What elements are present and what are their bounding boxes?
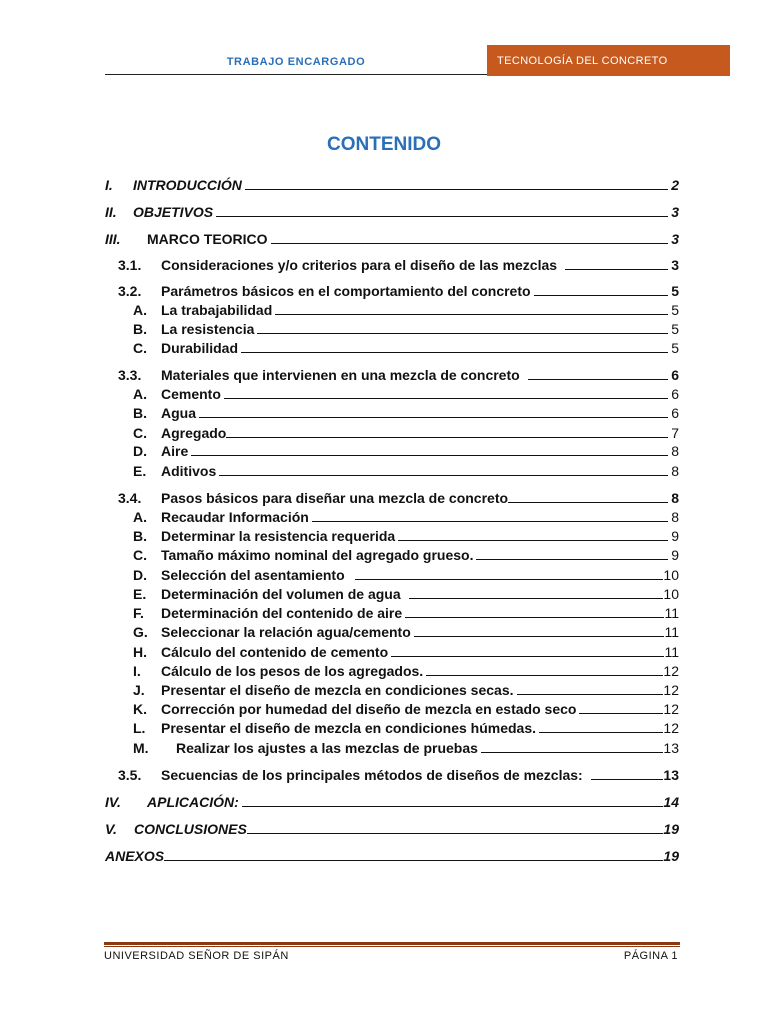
toc-leader bbox=[216, 216, 668, 217]
toc-entry-page: 3 bbox=[671, 231, 679, 247]
toc-entry-label: Cálculo del contenido de cemento bbox=[161, 644, 389, 660]
toc-entry-label: Cálculo de los pesos de los agregados. bbox=[161, 663, 424, 679]
toc-leader bbox=[391, 656, 664, 657]
toc-leader bbox=[591, 779, 664, 780]
toc-entry-label: Presentar el diseño de mezcla en condiciones húmedas. bbox=[161, 720, 537, 736]
toc-entry-page: 13 bbox=[663, 767, 679, 783]
toc-entry-label: APLICACIÓN: bbox=[147, 794, 239, 810]
toc-entry-page: 11 bbox=[664, 605, 679, 621]
toc-entry-page: 10 bbox=[663, 586, 679, 602]
toc-entry-number: M. bbox=[133, 740, 149, 756]
toc-entry-3-4-e[interactable] bbox=[133, 586, 679, 602]
toc-entry-page: 13 bbox=[663, 740, 679, 756]
toc-entry-page: 3 bbox=[671, 257, 679, 273]
toc-entry-3-4-l[interactable] bbox=[133, 720, 679, 736]
toc-leader bbox=[247, 833, 664, 834]
toc-entry-label: Parámetros básicos en el comportamiento del concreto bbox=[161, 283, 531, 299]
toc-entry-conclusiones[interactable] bbox=[105, 821, 679, 837]
toc-leader bbox=[242, 806, 664, 807]
toc-entry-3-2-c[interactable] bbox=[133, 340, 679, 356]
toc-entry-number: B. bbox=[133, 405, 147, 421]
toc-entry-page: 8 bbox=[671, 490, 679, 506]
toc-entry-label: Selección del asentamiento bbox=[161, 567, 345, 583]
toc-entry-page: 3 bbox=[671, 204, 679, 220]
toc-entry-label: Agua bbox=[161, 405, 196, 421]
toc-entry-3-5[interactable] bbox=[118, 767, 679, 783]
toc-leader bbox=[565, 269, 668, 270]
toc-entry-page: 2 bbox=[671, 177, 679, 193]
toc-entry-label: Determinar la resistencia requerida bbox=[161, 528, 396, 544]
toc-leader bbox=[219, 475, 668, 476]
toc-entry-number: 3.3. bbox=[118, 367, 142, 383]
toc-entry-3-4-k[interactable] bbox=[133, 701, 679, 717]
toc-entry-label: Cemento bbox=[161, 386, 221, 402]
toc-entry-number: G. bbox=[133, 624, 148, 640]
toc-leader bbox=[539, 732, 663, 733]
toc-entry-page: 6 bbox=[671, 386, 679, 402]
toc-entry-label: Materiales que intervienen en una mezcla de concreto bbox=[161, 367, 520, 383]
toc-entry-label: Realizar los ajustes a las mezclas de pruebas bbox=[176, 740, 478, 756]
toc-entry-number: 3.4. bbox=[118, 490, 142, 506]
toc-entry-number: V. bbox=[105, 821, 117, 837]
toc-entry-page: 11 bbox=[664, 624, 679, 640]
toc-entry-3-4-g[interactable] bbox=[133, 624, 679, 640]
toc-entry-page: 12 bbox=[663, 720, 679, 736]
toc-entry-label: Aire bbox=[161, 443, 189, 459]
toc-leader bbox=[508, 502, 668, 503]
toc-entry-page: 14 bbox=[663, 794, 679, 810]
toc-entry-3-4-d[interactable] bbox=[133, 567, 679, 583]
toc-entry-3-4-j[interactable] bbox=[133, 682, 679, 698]
toc-entry-number: B. bbox=[133, 528, 147, 544]
toc-entry-number: A. bbox=[133, 509, 147, 525]
page-title: CONTENIDO bbox=[327, 134, 441, 155]
toc-entry-page: 19 bbox=[663, 821, 679, 837]
toc-entry-page: 12 bbox=[663, 663, 679, 679]
toc-entry-label: Aditivos bbox=[161, 463, 217, 479]
toc-leader bbox=[398, 540, 668, 541]
toc-entry-label: Durabilidad bbox=[161, 340, 239, 356]
toc-entry-number: 3.1. bbox=[118, 257, 142, 273]
toc-entry-number: IV. bbox=[105, 794, 121, 810]
toc-entry-introduccion[interactable] bbox=[105, 177, 679, 193]
toc-entry-number: K. bbox=[133, 701, 147, 717]
toc-entry-label: Pasos básicos para diseñar una mezcla de concreto bbox=[161, 490, 509, 506]
toc-entry-number: F. bbox=[133, 605, 144, 621]
toc-entry-page: 10 bbox=[663, 567, 679, 583]
toc-entry-3-4-b[interactable] bbox=[133, 528, 679, 544]
toc-entry-page: 8 bbox=[671, 509, 679, 525]
toc-leader bbox=[517, 694, 664, 695]
footer-university: UNIVERSIDAD SEÑOR DE SIPÁN bbox=[104, 950, 289, 962]
toc-entry-label: Secuencias de los principales métodos de diseños de mezclas: bbox=[161, 767, 583, 783]
toc-entry-number: A. bbox=[133, 302, 147, 318]
toc-entry-number: D. bbox=[133, 567, 147, 583]
toc-leader bbox=[241, 352, 668, 353]
toc-entry-label: Corrección por humedad del diseño de mezcla en estado seco bbox=[161, 701, 577, 717]
toc-leader bbox=[405, 617, 664, 618]
toc-entry-label: Recaudar Información bbox=[161, 509, 309, 525]
footer-rule-thin bbox=[104, 946, 680, 947]
toc-entry-3-3[interactable] bbox=[118, 367, 679, 383]
toc-entry-page: 19 bbox=[663, 848, 679, 864]
toc-entry-label: Agregado bbox=[161, 425, 227, 441]
toc-leader bbox=[224, 398, 668, 399]
toc-leader bbox=[476, 559, 668, 560]
toc-entry-page: 8 bbox=[671, 463, 679, 479]
toc-entry-page: 6 bbox=[671, 405, 679, 421]
toc-leader bbox=[164, 860, 663, 861]
toc-entry-label: Seleccionar la relación agua/cemento bbox=[161, 624, 411, 640]
toc-entry-3-4-i[interactable] bbox=[133, 663, 679, 679]
toc-entry-page: 5 bbox=[671, 302, 679, 318]
toc-entry-page: 5 bbox=[671, 283, 679, 299]
toc-leader bbox=[534, 295, 669, 296]
toc-entry-number: 3.2. bbox=[118, 283, 142, 299]
toc-entry-3-2-b[interactable] bbox=[133, 321, 679, 337]
toc-leader bbox=[199, 417, 668, 418]
toc-entry-page: 9 bbox=[671, 528, 679, 544]
toc-leader bbox=[414, 636, 665, 637]
toc-entry-3-3-d[interactable] bbox=[133, 443, 679, 459]
toc-entry-3-4-a[interactable] bbox=[133, 509, 679, 525]
toc-entry-objetivos[interactable] bbox=[105, 204, 679, 220]
toc-entry-3-4-f[interactable] bbox=[133, 605, 679, 621]
toc-leader bbox=[226, 437, 668, 438]
toc-entry-page: 6 bbox=[671, 367, 679, 383]
footer-page-number: PÁGINA 1 bbox=[623, 950, 678, 962]
toc-entry-number: C. bbox=[133, 425, 147, 441]
toc-entry-number: J. bbox=[133, 682, 145, 698]
toc-entry-number: D. bbox=[133, 443, 147, 459]
toc-entry-page: 5 bbox=[671, 340, 679, 356]
toc-leader bbox=[275, 314, 668, 315]
toc-entry-page: 8 bbox=[671, 443, 679, 459]
toc-entry-number: 3.5. bbox=[118, 767, 142, 783]
toc-entry-number: A. bbox=[133, 386, 147, 402]
toc-leader bbox=[257, 333, 668, 334]
toc-entry-3-4[interactable] bbox=[118, 490, 679, 506]
toc-entry-page: 11 bbox=[664, 644, 679, 660]
toc-entry-number: C. bbox=[133, 547, 147, 563]
toc-entry-3-3-c[interactable] bbox=[133, 425, 679, 441]
toc-leader bbox=[355, 579, 664, 580]
toc-entry-label: Tamaño máximo nominal del agregado grueso. bbox=[161, 547, 474, 563]
toc-leader bbox=[426, 675, 663, 676]
toc-entry-number: I. bbox=[133, 663, 141, 679]
toc-entry-label: CONCLUSIONES bbox=[134, 821, 247, 837]
toc-leader bbox=[271, 243, 669, 244]
toc-leader bbox=[528, 379, 669, 380]
toc-entry-3-3-b[interactable] bbox=[133, 405, 679, 421]
toc-entry-number: C. bbox=[133, 340, 147, 356]
toc-entry-3-4-m[interactable] bbox=[133, 740, 679, 756]
toc-entry-label: MARCO TEORICO bbox=[147, 231, 268, 247]
toc-entry-number: II. bbox=[105, 204, 117, 220]
toc-entry-anexos[interactable] bbox=[105, 848, 679, 864]
toc-entry-3-4-h[interactable] bbox=[133, 644, 679, 660]
toc-entry-3-2-a[interactable] bbox=[133, 302, 679, 318]
toc-entry-label: Determinación del contenido de aire bbox=[161, 605, 403, 621]
toc-entry-marco-teorico[interactable] bbox=[105, 231, 679, 247]
toc-entry-number: L. bbox=[133, 720, 146, 736]
toc-entry-number: B. bbox=[133, 321, 147, 337]
toc-leader bbox=[245, 189, 668, 190]
toc-leader bbox=[191, 455, 668, 456]
toc-entry-label: Presentar el diseño de mezcla en condiciones secas. bbox=[161, 682, 514, 698]
header-document-type: TRABAJO ENCARGADO bbox=[226, 56, 366, 68]
toc-entry-page: 9 bbox=[671, 547, 679, 563]
footer-rule-thick bbox=[104, 942, 680, 945]
toc-entry-page: 12 bbox=[663, 682, 679, 698]
toc-entry-number: E. bbox=[133, 586, 147, 602]
toc-leader bbox=[409, 598, 664, 599]
toc-entry-label: OBJETIVOS bbox=[133, 204, 214, 220]
toc-entry-number: E. bbox=[133, 463, 147, 479]
toc-entry-page: 5 bbox=[671, 321, 679, 337]
toc-entry-aplicacion[interactable] bbox=[105, 794, 679, 810]
header-course-title: TECNOLOGÍA DEL CONCRETO bbox=[497, 54, 668, 67]
toc-entry-page: 12 bbox=[663, 701, 679, 717]
toc-entry-label: La resistencia bbox=[161, 321, 255, 337]
toc-entry-page: 7 bbox=[671, 425, 679, 441]
toc-entry-3-2[interactable] bbox=[118, 283, 679, 299]
toc-entry-label: La trabajabilidad bbox=[161, 302, 273, 318]
toc-entry-number: III. bbox=[105, 231, 121, 247]
toc-leader bbox=[312, 521, 668, 522]
toc-leader bbox=[481, 752, 663, 753]
toc-entry-number: I. bbox=[105, 177, 113, 193]
toc-entry-3-3-e[interactable] bbox=[133, 463, 679, 479]
toc-entry-3-1[interactable] bbox=[118, 257, 679, 273]
toc-entry-label: Consideraciones y/o criterios para el diseño de las mezclas bbox=[161, 257, 558, 273]
toc-entry-3-3-a[interactable] bbox=[133, 386, 679, 402]
toc-entry-label: ANEXOS bbox=[105, 848, 165, 864]
toc-entry-3-4-c[interactable] bbox=[133, 547, 679, 563]
toc-entry-label: INTRODUCCIÓN bbox=[133, 177, 242, 193]
toc-entry-number: H. bbox=[133, 644, 147, 660]
toc-entry-label: Determinación del volumen de agua bbox=[161, 586, 401, 602]
toc-leader bbox=[579, 713, 663, 714]
